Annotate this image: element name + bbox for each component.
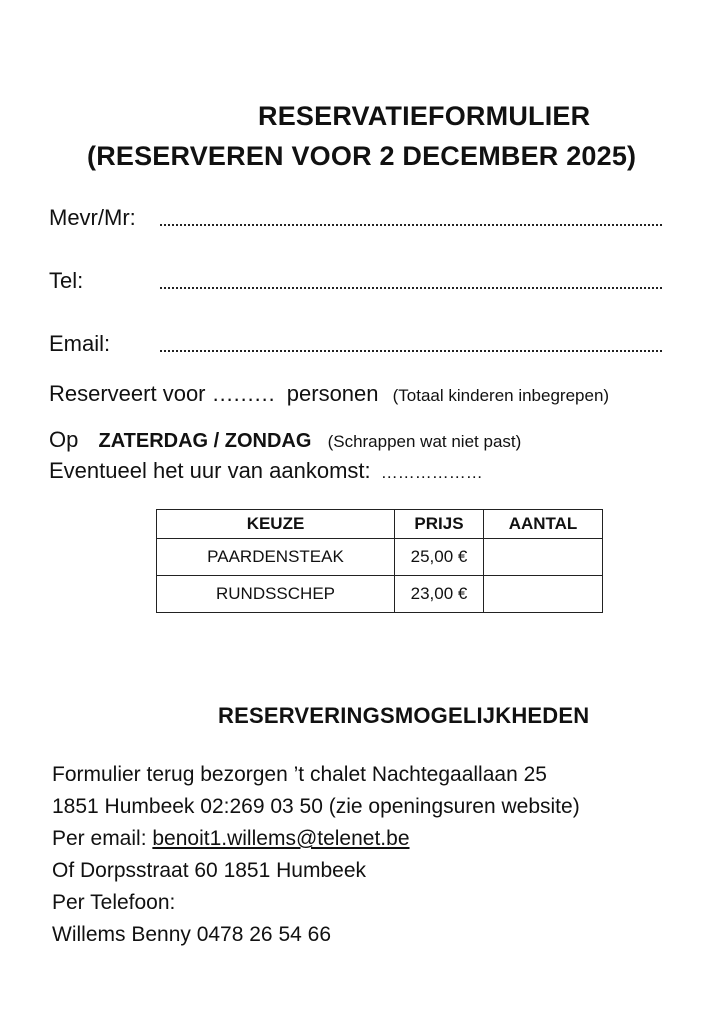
header-prijs: PRIJS: [395, 510, 484, 539]
header-keuze: KEUZE: [157, 510, 395, 539]
row-keuze: RUNDSSCHEP: [157, 576, 395, 613]
options-line-6: Willems Benny 0478 26 54 66: [52, 923, 331, 946]
options-line-4: Of Dorpsstraat 60 1851 Humbeek: [52, 859, 366, 882]
name-label: Mevr/Mr:: [49, 205, 136, 230]
options-line-2: 1851 Humbeek 02:269 03 50 (zie openingsuren website): [52, 795, 580, 818]
options-line-1: Formulier terug bezorgen ’t chalet Nachtegaallaan 25: [52, 763, 547, 786]
row-aantal-input[interactable]: [484, 576, 603, 613]
menu-table: [156, 509, 603, 613]
day-row: [49, 427, 521, 453]
row-keuze: PAARDENSTEAK: [157, 539, 395, 576]
options-title: RESERVERINGSMOGELIJKHEDEN: [218, 703, 590, 728]
day-choice[interactable]: ZATERDAG / ZONDAG: [98, 430, 312, 452]
persons-row: [49, 381, 609, 407]
table-header-row: [157, 510, 603, 539]
form-subtitle: (RESERVEREN VOOR 2 DECEMBER 2025): [87, 141, 637, 171]
arrival-label: Eventueel het uur van aankomst:: [49, 458, 371, 483]
persons-prefix: Reserveert voor: [49, 381, 206, 406]
day-note: (Schrappen wat niet past): [327, 432, 522, 451]
arrival-row: [49, 458, 483, 484]
name-field[interactable]: [160, 224, 662, 226]
table-row: [157, 576, 603, 613]
row-aantal-input[interactable]: [484, 539, 603, 576]
form-title: RESERVATIEFORMULIER: [258, 101, 591, 131]
persons-blank[interactable]: ………: [211, 381, 275, 406]
options-email-prefix: Per email:: [52, 827, 147, 850]
table-row: [157, 539, 603, 576]
tel-label: Tel:: [49, 268, 84, 293]
persons-note: (Totaal kinderen inbegrepen): [392, 386, 610, 405]
row-prijs: 25,00 €: [395, 539, 484, 576]
header-aantal: AANTAL: [484, 510, 603, 539]
tel-field[interactable]: [160, 287, 662, 289]
email-link[interactable]: benoit1.willems@telenet.be: [152, 827, 410, 850]
options-email-row: [52, 827, 410, 851]
options-line-5: Per Telefoon:: [52, 891, 176, 914]
arrival-blank[interactable]: ………………: [380, 463, 483, 482]
persons-suffix: personen: [286, 381, 379, 406]
day-prefix: Op: [49, 427, 79, 452]
row-prijs: 23,00 €: [395, 576, 484, 613]
email-field[interactable]: [160, 350, 662, 352]
email-label: Email:: [49, 331, 111, 356]
